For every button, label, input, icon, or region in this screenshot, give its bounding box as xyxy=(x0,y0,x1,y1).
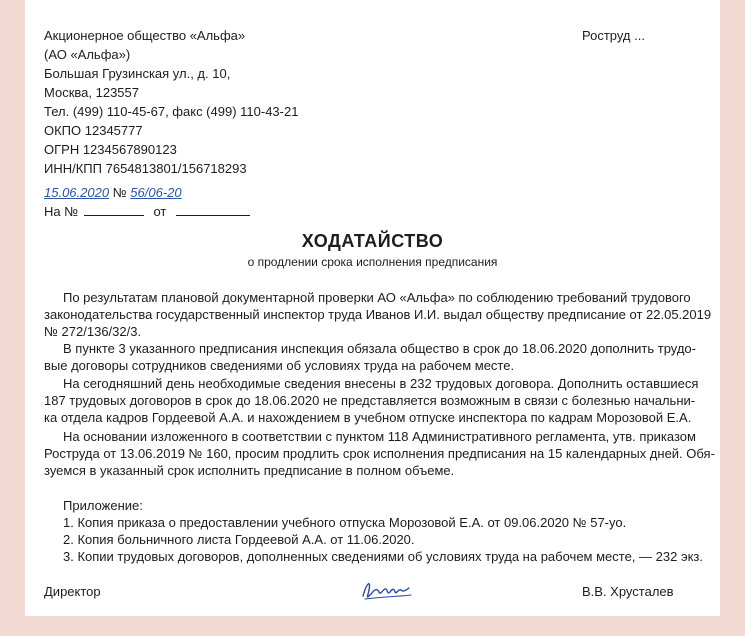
reference-date-blank xyxy=(176,203,250,216)
org-city: Москва, 123557 xyxy=(44,85,139,100)
registration-number: 56/06-20 xyxy=(130,185,182,200)
org-okpo: ОКПО 12345777 xyxy=(44,123,143,138)
registration-date: 15.06.2020 xyxy=(44,185,110,200)
addressee: Роструд ... xyxy=(582,28,645,43)
org-short-name: (АО «Альфа») xyxy=(44,47,131,62)
org-inn-kpp: ИНН/КПП 7654813801/156718293 xyxy=(44,161,247,176)
reference-prefix: На № xyxy=(44,204,79,219)
body-line: В пункте 3 указанного предписания инспекция обязала общество в срок до 18.06.2020 дополнить трудо- xyxy=(63,341,696,356)
body-line: Роструда от 13.06.2019 № 160, просим продлить срок исполнения предписания на 15 календарных дней. Обя- xyxy=(44,446,715,461)
attachment-item: 1. Копия приказа о предоставлении учебного отпуска Морозовой Е.А. от 09.06.2020 № 57-уо. xyxy=(63,515,627,530)
attachment-item: 2. Копия больничного листа Гордеевой А.А. от 11.06.2020. xyxy=(63,532,415,547)
body-line: На сегодняшний день необходимые сведения внесены в 232 трудовых договора. Дополнить оставшиеся xyxy=(63,376,699,391)
document-subtitle: о продлении срока исполнения предписания xyxy=(247,255,498,269)
body-line: ка отдела кадров Гордеевой А.А. и нахождением в учебном отпуске инспектора по кадрам Морозовой Е.А. xyxy=(44,410,692,425)
org-street: Большая Грузинская ул., д. 10, xyxy=(44,66,231,81)
reference-line xyxy=(44,202,250,221)
body-line: По результатам плановой документарной проверки АО «Альфа» по соблюдению требований трудового xyxy=(63,290,691,305)
handwritten-signature xyxy=(359,576,415,604)
body-line: законодательства государственный инспектор труда Иванов И.И. выдал обществу предписание от 22.05.2019 xyxy=(44,307,712,322)
body-line: зуемся в указанный срок исполнить предписание в полном объеме. xyxy=(44,463,455,478)
reference-number-blank xyxy=(84,203,144,216)
signer-position: Директор xyxy=(44,584,101,599)
reference-from: от xyxy=(153,204,167,219)
body-line: 187 трудовых договоров в срок до 18.06.2020 не представляется возможным в связи с болезнью начальни- xyxy=(44,393,696,408)
number-sign: № xyxy=(112,185,127,200)
org-ogrn: ОГРН 1234567890123 xyxy=(44,142,177,157)
org-name: Акционерное общество «Альфа» xyxy=(44,28,246,43)
document-sheet xyxy=(25,0,720,616)
body-line: вые договоры сотрудников сведениями об условиях труда на рабочем месте. xyxy=(44,358,515,373)
attachment-item: 3. Копии трудовых договоров, дополненных сведениями об условиях труда на рабочем месте, — 232 экз. xyxy=(63,549,703,564)
body-line: № 272/136/32/3. xyxy=(44,324,142,339)
signer-name: В.В. Хрусталев xyxy=(582,584,674,599)
org-phone: Тел. (499) 110-45-67, факс (499) 110-43-21 xyxy=(44,104,299,119)
registration-line xyxy=(44,183,182,202)
document-title: ХОДАТАЙСТВО xyxy=(301,231,444,251)
attachments-heading: Приложение: xyxy=(63,498,143,513)
body-line: На основании изложенного в соответствии с пунктом 118 Административного регламента, утв. приказом xyxy=(63,429,696,444)
